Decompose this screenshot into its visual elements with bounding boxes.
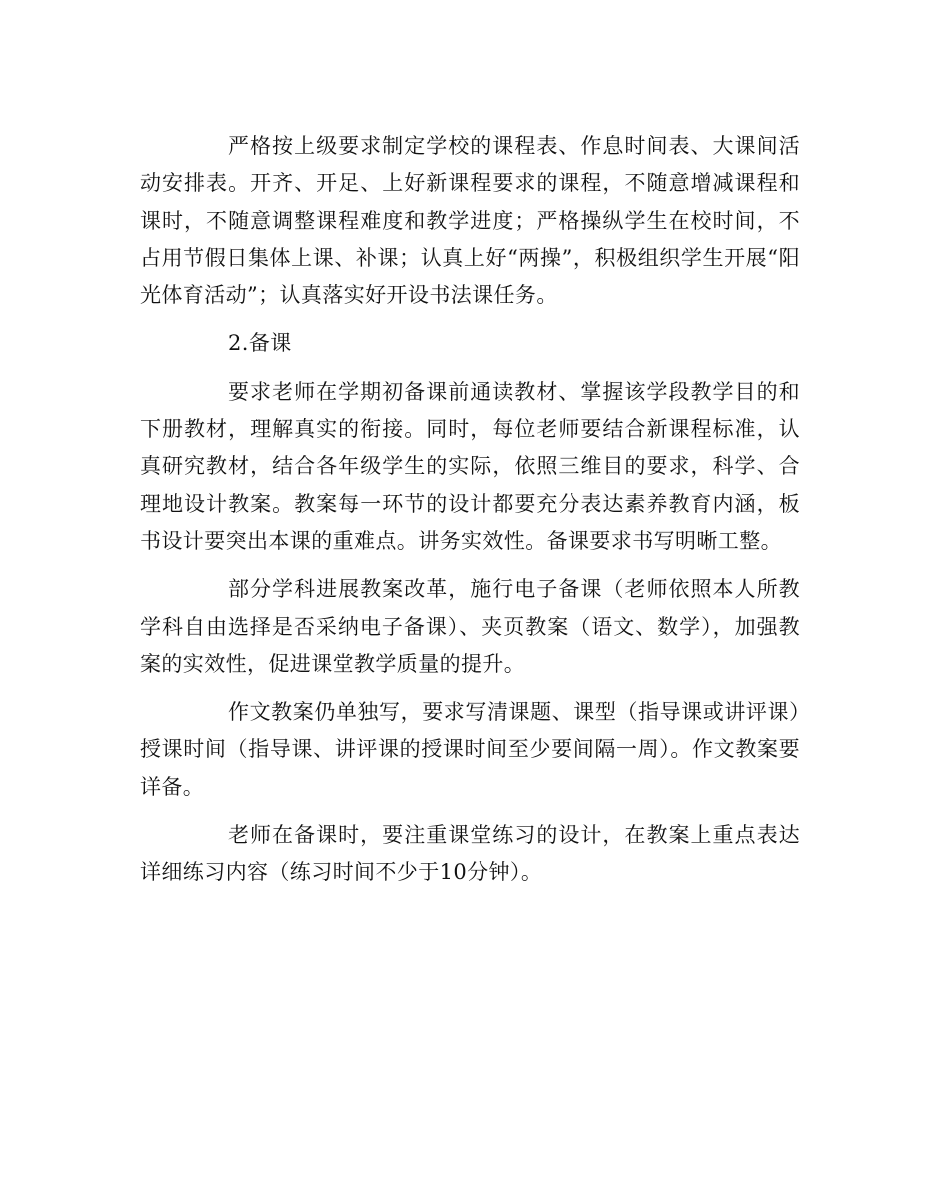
paragraph-lesson-plan-reform: 部分学科进展教案改革，施行电子备课（老师依照本人所教学科自由选择是否采纳电子备课）、夹页教案（语文、数学），加强教案的实效性，促进课堂教学质量的提升。 <box>140 577 800 676</box>
section-heading-lesson-prep: 2.备课 <box>228 331 292 356</box>
paragraph-class-exercises: 老师在备课时，要注重课堂练习的设计，在教案上重点表达详细练习内容（练习时间不少于10分钟）。 <box>140 823 800 885</box>
paragraph-schedule: 严格按上级要求制定学校的课程表、作息时间表、大课间活动安排表。开齐、开足、上好新课程要求的课程，不随意增减课程和课时，不随意调整课程难度和教学进度；严格操纵学生在校时间，不占用节假日集体上课、补课；认真上好“两操”，积极组织学生开展“阳光体育活动”；认真落实好开设书法课任务。 <box>140 134 800 308</box>
document-body <box>140 128 800 903</box>
paragraph-composition-plans: 作文教案仍单独写，要求写清课题、课型（指导课或讲评课）授课时间（指导课、讲评课的授课时间至少要间隔一周）。作文教案要详备。 <box>140 700 800 799</box>
paragraph-lesson-prep-requirements: 要求老师在学期初备课前通读教材、掌握该学段教学目的和下册教材，理解真实的衔接。同时，每位老师要结合新课程标准，认真研究教材，结合各年级学生的实际，依照三维目的要求，科学、合理地设计教案。教案每一环节的设计都要充分表达素养教育内涵，板书设计要突出本课的重难点。讲务实效性。备课要求书写明晰工整。 <box>140 379 800 553</box>
